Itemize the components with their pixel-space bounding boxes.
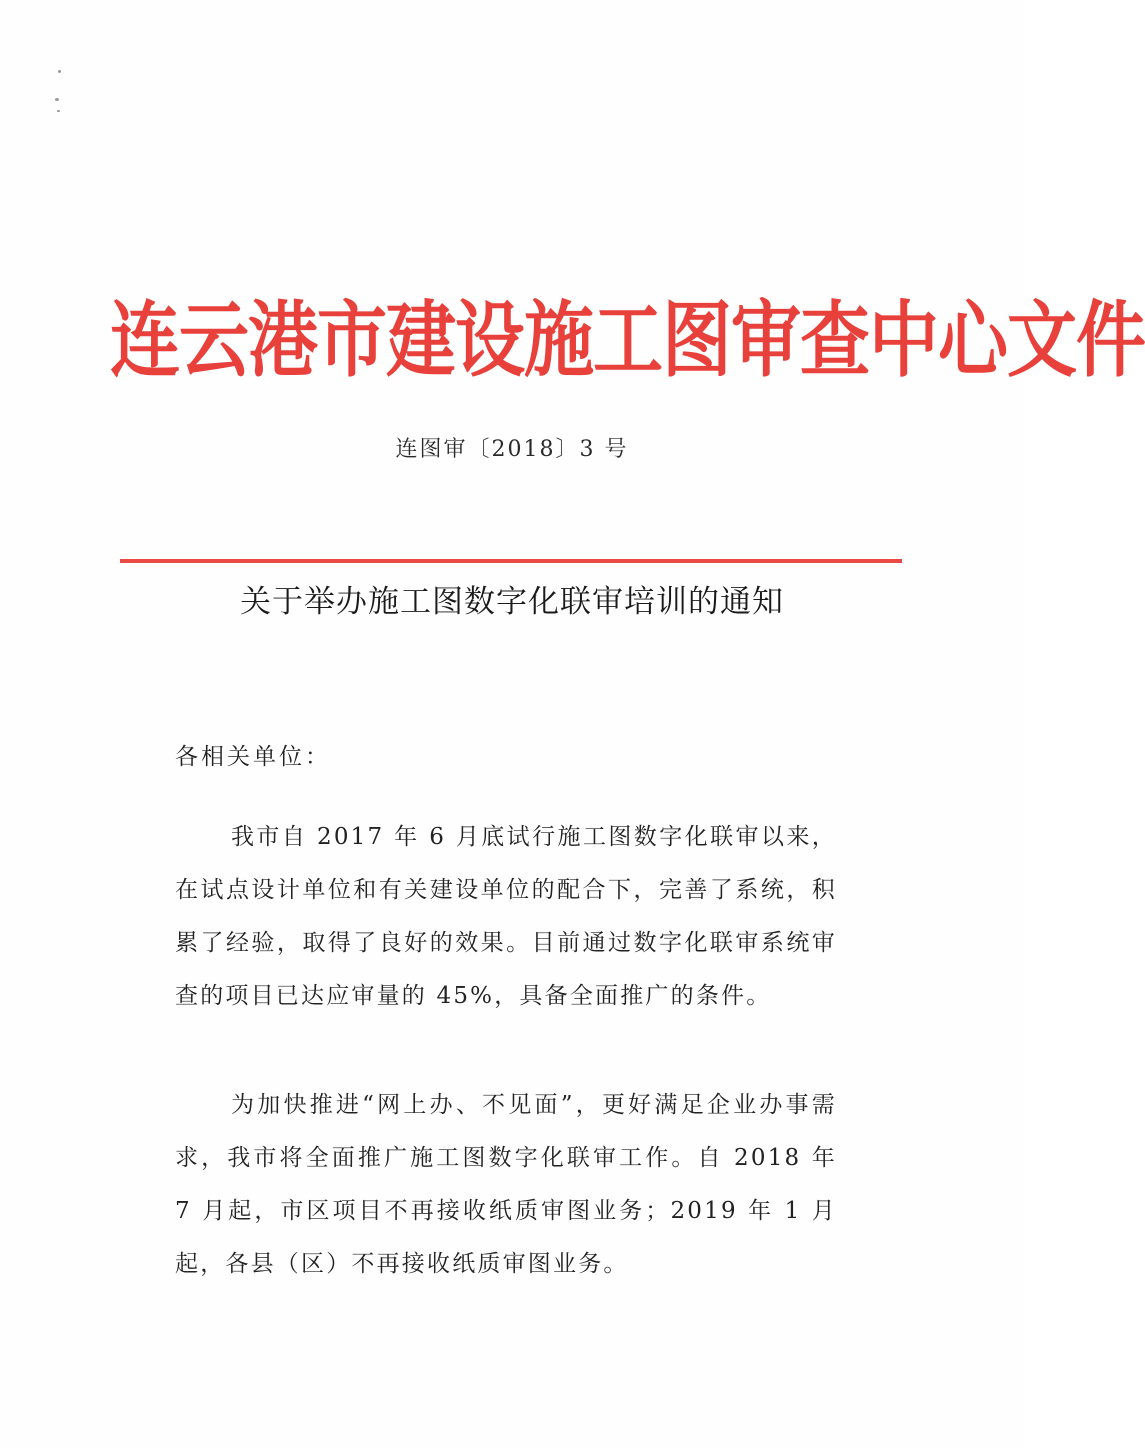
body-paragraph: 我市自 2017 年 6 月底试行施工图数字化联审以来，在试点设计单位和有关建设单位的配合下，完善了系统，积累了经验，取得了良好的效果。目前通过数字化联审系统审查的项目已达应审量的 45%，具备全面推广的条件。	[175, 824, 837, 1009]
scan-speck	[57, 110, 60, 112]
issuer-masthead: 连云港市建设施工图审查中心文件	[110, 291, 1145, 389]
scan-speck	[58, 70, 61, 73]
salutation: 各相关单位：	[175, 744, 331, 770]
scan-speck	[55, 98, 59, 101]
notice-title: 关于举办施工图数字化联审培训的通知	[240, 584, 784, 620]
document-number: 连图审〔2018〕3 号	[395, 437, 629, 462]
body-paragraph: 为加快推进“网上办、不见面”，更好满足企业办事需求，我市将全面推广施工图数字化联审工作。自 2018 年 7 月起，市区项目不再接收纸质审图业务；2019 年 1 月起，各县（区）不再接收纸质审图业务。	[175, 1092, 837, 1277]
red-divider	[120, 559, 902, 563]
